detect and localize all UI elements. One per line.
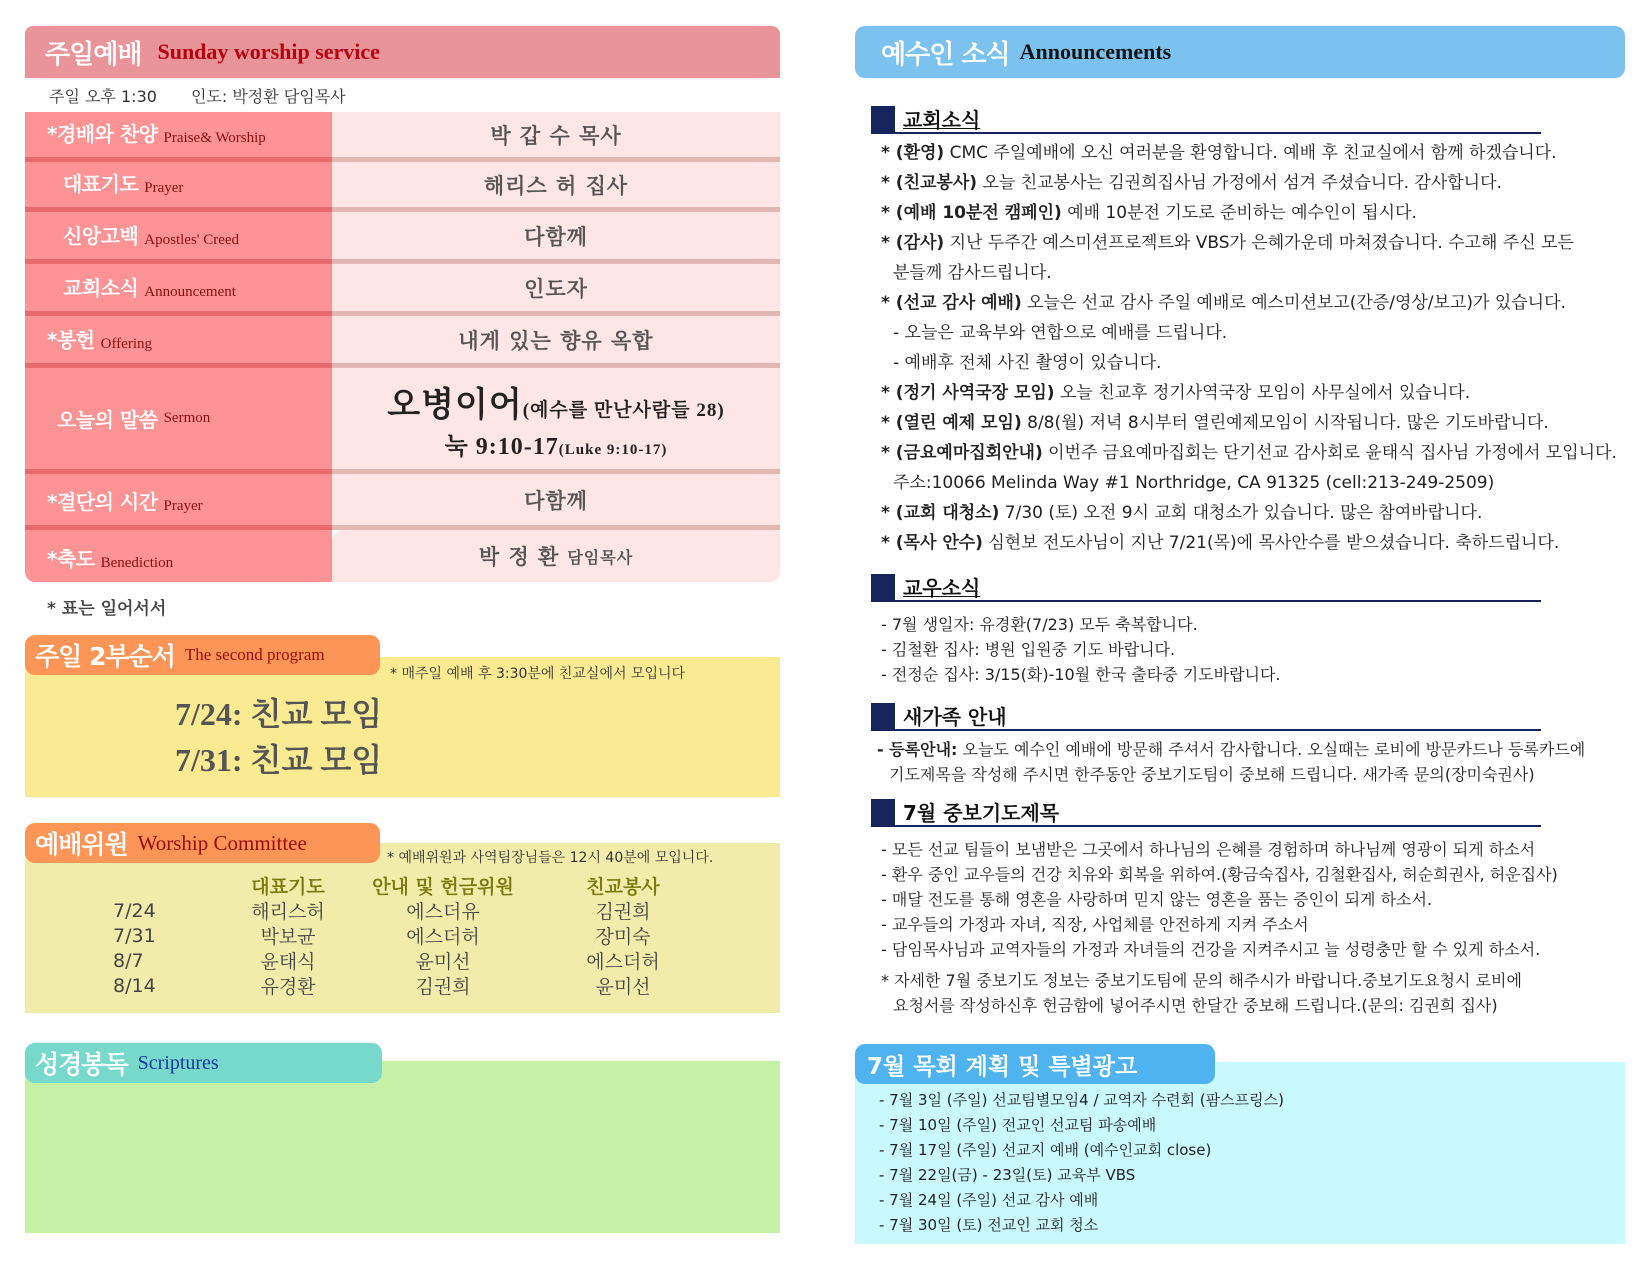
plan-item: - 7월 17일 (주일) 선교지 예배 (예수인교회 close): [879, 1141, 1212, 1159]
news-tag: * (친교봉사): [881, 173, 978, 193]
news-tag: * (정기 사역국장 모임): [881, 383, 1055, 403]
new-family-heading: [871, 705, 1541, 731]
committee-cell: 장미숙: [595, 926, 651, 948]
church-news-list: [881, 138, 1625, 558]
news-item: [881, 318, 1625, 348]
prayer-item: - 매달 전도를 통해 영혼을 사랑하며 믿지 않는 영혼을 품는 증인이 되게 하소서.: [881, 890, 1433, 909]
prayer-item: - 환우 중인 교우들의 건강 치유와 회복을 위하여.(황금숙집사, 김철환집사, 허순희권사, 허운집사): [881, 865, 1558, 884]
news-tag: * (감사): [881, 233, 945, 253]
order-row-announcement: [25, 264, 780, 316]
news-text: 주소:10066 Melinda Way #1 Northridge, CA 91325 (cell:213-249-2509): [893, 473, 1495, 493]
scriptures-tab: [25, 1043, 382, 1083]
order-value: 내게 있는 향유 옥합: [332, 316, 780, 368]
order-value: 인도자: [332, 264, 780, 316]
news-tag: * (금요예마집회안내): [881, 443, 1043, 463]
committee-date: 7/24: [113, 899, 156, 922]
news-item: [881, 168, 1625, 198]
second-program-tab: [25, 635, 380, 675]
news-tag: * (열린 예제 모임): [881, 413, 1022, 433]
order-row-creed: [25, 212, 780, 264]
worship-leader: 인도: 박정환 담임목사: [190, 86, 346, 106]
left-column: [25, 26, 780, 1233]
committee-row: [113, 898, 728, 923]
order-of-service: [25, 112, 780, 582]
worship-time: 주일 오후 1:30: [49, 86, 157, 106]
committee-cell: 에스더유: [406, 901, 480, 923]
stand-note: * 표는 일어서서: [47, 599, 167, 619]
prayer-list: [881, 837, 1625, 1018]
section-bar-icon: [871, 703, 895, 729]
news-text: 분들께 감사드립니다.: [893, 263, 1052, 283]
order-label-ko: *봉헌: [47, 328, 95, 352]
news-item: [881, 348, 1625, 378]
second-program-line: 7/31: 친교 모임: [175, 742, 383, 778]
committee-title-en: Worship Committee: [137, 830, 307, 855]
news-item: [881, 138, 1625, 168]
prayer-item: - 교우들의 가정과 자녀, 직장, 사업체를 안전하게 지켜 주소서: [881, 915, 1309, 934]
order-label-ko: 신앙고백: [63, 224, 139, 248]
order-label-en: Prayer: [144, 180, 184, 196]
committee-date: 7/31: [113, 924, 156, 947]
sermon-title-line: [387, 377, 724, 426]
worship-header: [25, 26, 780, 78]
order-label-ko: *결단의 시간: [47, 490, 158, 514]
news-text: 지난 두주간 예스미션프로젝트와 VBS가 은혜가운데 마쳐졌습니다. 수고해 주신 모든: [944, 233, 1574, 253]
order-value: 박 갑 수 목사: [332, 112, 780, 162]
prayer-note: * 자세한 7월 중보기도 정보는 중보기도팀에 문의 해주시가 바랍니다.중보기도요청시 로비에: [881, 971, 1522, 990]
plan-item: - 7월 3일 (주일) 선교팀별모임4 / 교역자 수련회 (팜스프링스): [879, 1091, 1284, 1109]
new-family-text: 오늘도 예수인 예배에 방문해 주셔서 감사합니다. 오실때는 로비에 방문카드나 등록카드에: [957, 740, 1586, 759]
committee-cell: 윤미선: [595, 976, 651, 998]
committee-cell: 김권희: [415, 976, 471, 998]
news-text: 오늘 친교봉사는 김권희집사님 가정에서 섬겨 주셨습니다. 감사합니다.: [977, 173, 1502, 193]
sermon-title: 오병이어: [387, 384, 523, 425]
order-row-prayer: [25, 162, 780, 212]
news-tag: * (선교 감사 예배): [881, 293, 1022, 313]
news-text: 8/8(월) 저녁 8시부터 열린예제모임이 시작됩니다. 많은 기도바랍니다.: [1021, 413, 1549, 433]
order-value: 다함께: [332, 212, 780, 264]
right-column: [855, 26, 1625, 1244]
new-family-line: [877, 737, 1625, 762]
news-text: 예배 10분전 기도로 준비하는 예수인이 됩시다.: [1061, 203, 1417, 223]
order-label-en: Benediction: [100, 555, 174, 571]
order-label-ko: 오늘의 말씀: [57, 408, 158, 432]
scriptures-title-en: Scriptures: [137, 1051, 219, 1074]
order-row-praise: [25, 112, 780, 162]
news-tag: * (환영): [881, 143, 945, 163]
order-label-en: Sermon: [163, 410, 211, 426]
worship-title-ko: 주일예배: [45, 39, 142, 70]
order-label-en: Prayer: [163, 498, 203, 514]
news-text: 이번주 금요예마집회는 단기선교 감사회로 윤태식 집사님 가정에서 모입니다.: [1042, 443, 1617, 463]
new-family-line: 기도제목을 작성해 주시면 한주동안 중보기도팀이 중보해 드립니다. 새가족 문의(장미숙권사): [889, 765, 1535, 784]
news-item: [881, 528, 1625, 558]
second-program-section: [25, 635, 780, 797]
member-news-item: - 김철환 집사: 병원 입원중 기도 바랍니다.: [881, 640, 1176, 659]
section-bar-icon: [871, 799, 895, 825]
benediction-title: 담임목사: [567, 547, 634, 567]
committee-row: [113, 948, 728, 973]
church-news-title: 교회소식: [903, 108, 981, 132]
section-bar-icon: [871, 574, 895, 600]
prayer-heading: [871, 801, 1541, 827]
news-text: CMC 주일예배에 오신 여러분을 환영합니다. 예배 후 친교실에서 함께 하겠습니다.: [944, 143, 1557, 163]
column-header: 친교봉사: [586, 876, 660, 898]
committee-title-ko: 예배위원: [35, 830, 128, 859]
news-tag: * (교회 대청소): [881, 503, 1000, 523]
news-item: [881, 498, 1625, 528]
second-program-note: * 매주일 예배 후 3:30분에 친교실에서 모입니다: [390, 666, 686, 682]
order-value: 다함께: [332, 474, 780, 530]
committee-section: [25, 823, 780, 1013]
plan-list: [879, 1088, 1284, 1238]
news-text: 7/30 (토) 오전 9시 교회 대청소가 있습니다. 많은 참여바랍니다.: [999, 503, 1483, 523]
member-news-item: - 전정순 집사: 3/15(화)-10월 한국 출타중 기도바랍니다.: [881, 665, 1281, 684]
section-bar-icon: [871, 106, 895, 132]
prayer-note: 요청서를 작성하신후 헌금함에 넣어주시면 한달간 중보해 드립니다.(문의: 김권희 집사): [893, 996, 1498, 1015]
sermon-series: (예수를 만난사람들 28): [522, 399, 725, 421]
plan-tab: [855, 1044, 1215, 1084]
news-item: [881, 438, 1625, 468]
committee-table: [113, 873, 728, 998]
committee-cell: 유경환: [260, 976, 316, 998]
committee-cell: 해리스허: [251, 901, 325, 923]
order-label-en: Apostles' Creed: [144, 232, 240, 248]
column-header: 대표기도: [251, 876, 325, 898]
benediction-name: 박 정 환: [478, 545, 560, 569]
order-label-en: Offering: [100, 336, 152, 352]
second-program-lines: [175, 689, 382, 781]
member-news-title: 교우소식: [903, 576, 981, 600]
order-label-ko: 대표기도: [63, 172, 139, 196]
prayer-item: - 담임목사님과 교역자들의 가정과 자녀들의 건강을 지켜주시고 늘 성령충만 할 수 있게 하소서.: [881, 940, 1541, 959]
order-label-ko: *축도: [47, 547, 95, 571]
member-news-heading: [871, 576, 1541, 602]
order-label-ko: 교회소식: [63, 276, 139, 300]
worship-info: [25, 78, 780, 112]
order-row-sermon: [25, 368, 780, 474]
scriptures-body: [25, 1061, 780, 1233]
order-label-en: Praise& Worship: [163, 130, 266, 146]
news-text: - 예배후 전체 사진 촬영이 있습니다.: [893, 353, 1162, 373]
committee-header-row: [113, 873, 728, 898]
announcements-title-ko: 예수인 소식: [881, 39, 1010, 70]
plan-section: [855, 1044, 1625, 1244]
news-text: - 오늘은 교육부와 연합으로 예배를 드립니다.: [893, 323, 1228, 343]
news-item: [881, 408, 1625, 438]
sermon-value: [332, 368, 780, 474]
sermon-ref: 눅 9:10-17: [444, 433, 559, 460]
news-text: 오늘은 선교 감사 주일 예배로 예스미션보고(간증/영상/보고)가 있습니다.: [1021, 293, 1566, 313]
new-family-tag: - 등록안내:: [877, 740, 958, 759]
plan-item: - 7월 10일 (주일) 전교인 선교팀 파송예배: [879, 1116, 1157, 1134]
committee-row: [113, 923, 728, 948]
new-family-title: 새가족 안내: [903, 705, 1007, 729]
sermon-ref-en: (Luke 9:10-17): [558, 441, 668, 458]
prayer-title: 7월 중보기도제목: [903, 801, 1060, 825]
committee-cell: 윤태식: [260, 951, 316, 973]
news-tag: * (예배 10분전 캠페인): [881, 203, 1062, 223]
scriptures-section: [25, 1043, 780, 1233]
second-program-line: 7/24: 친교 모임: [175, 696, 383, 732]
committee-note: * 예배위원과 사역팀장님들은 12시 40분에 모입니다.: [387, 850, 714, 866]
member-news-item: - 7월 생일자: 유경환(7/23) 모두 축복합니다.: [881, 615, 1198, 634]
news-item: [881, 288, 1625, 318]
prayer-item: - 모든 선교 팀들이 보냄받은 그곳에서 하나님의 은혜를 경험하며 하나님께 영광이 되게 하소서: [881, 840, 1536, 859]
worship-title-en: Sunday worship service: [157, 39, 380, 64]
order-label-en: Announcement: [144, 284, 236, 300]
news-text: 심현보 전도사님이 지난 7/21(목)에 목사안수를 받으셨습니다. 축하드립니다.: [982, 533, 1560, 553]
committee-cell: 에스더허: [586, 951, 660, 973]
column-header: 안내 및 헌금위원: [372, 876, 514, 898]
plan-title: 7월 목회 계획 및 특별광고: [867, 1053, 1138, 1080]
order-value: 해리스 허 집사: [332, 162, 780, 212]
church-news-heading: [871, 108, 1541, 134]
member-news-list: [881, 612, 1625, 687]
committee-cell: 윤미선: [415, 951, 471, 973]
order-value: [332, 530, 780, 582]
sermon-ref-line: [445, 426, 668, 461]
committee-cell: 박보균: [260, 926, 316, 948]
committee-tab: [25, 823, 380, 863]
news-item: [881, 228, 1625, 258]
new-family-body: [877, 737, 1625, 787]
scriptures-title-ko: 성경봉독: [35, 1050, 128, 1079]
news-item: [881, 378, 1625, 408]
news-item: [881, 258, 1625, 288]
order-row-benediction: [25, 530, 780, 582]
second-program-title-en: The second program: [184, 645, 325, 664]
plan-item: - 7월 24일 (주일) 선교 감사 예배: [879, 1191, 1099, 1209]
committee-cell: 에스더허: [406, 926, 480, 948]
news-tag: * (목사 안수): [881, 533, 983, 553]
second-program-title-ko: 주일 2부순서: [35, 642, 175, 671]
committee-date: 8/14: [113, 974, 156, 997]
order-label-ko: *경배와 찬양: [47, 122, 158, 146]
announcements-header: [855, 26, 1625, 78]
plan-item: - 7월 30일 (토) 전교인 교회 청소: [879, 1216, 1099, 1234]
order-row-offering: [25, 316, 780, 368]
committee-date: 8/7: [113, 949, 144, 972]
news-text: 오늘 친교후 정기사역국장 모임이 사무실에서 있습니다.: [1054, 383, 1471, 403]
announcements-title-en: Announcements: [1019, 39, 1172, 64]
news-item: [881, 198, 1625, 228]
committee-cell: 김권희: [595, 901, 651, 923]
order-row-decision: [25, 474, 780, 530]
news-item-address: [881, 468, 1625, 498]
committee-row: [113, 973, 728, 998]
plan-item: - 7월 22일(금) - 23일(토) 교육부 VBS: [879, 1166, 1136, 1184]
